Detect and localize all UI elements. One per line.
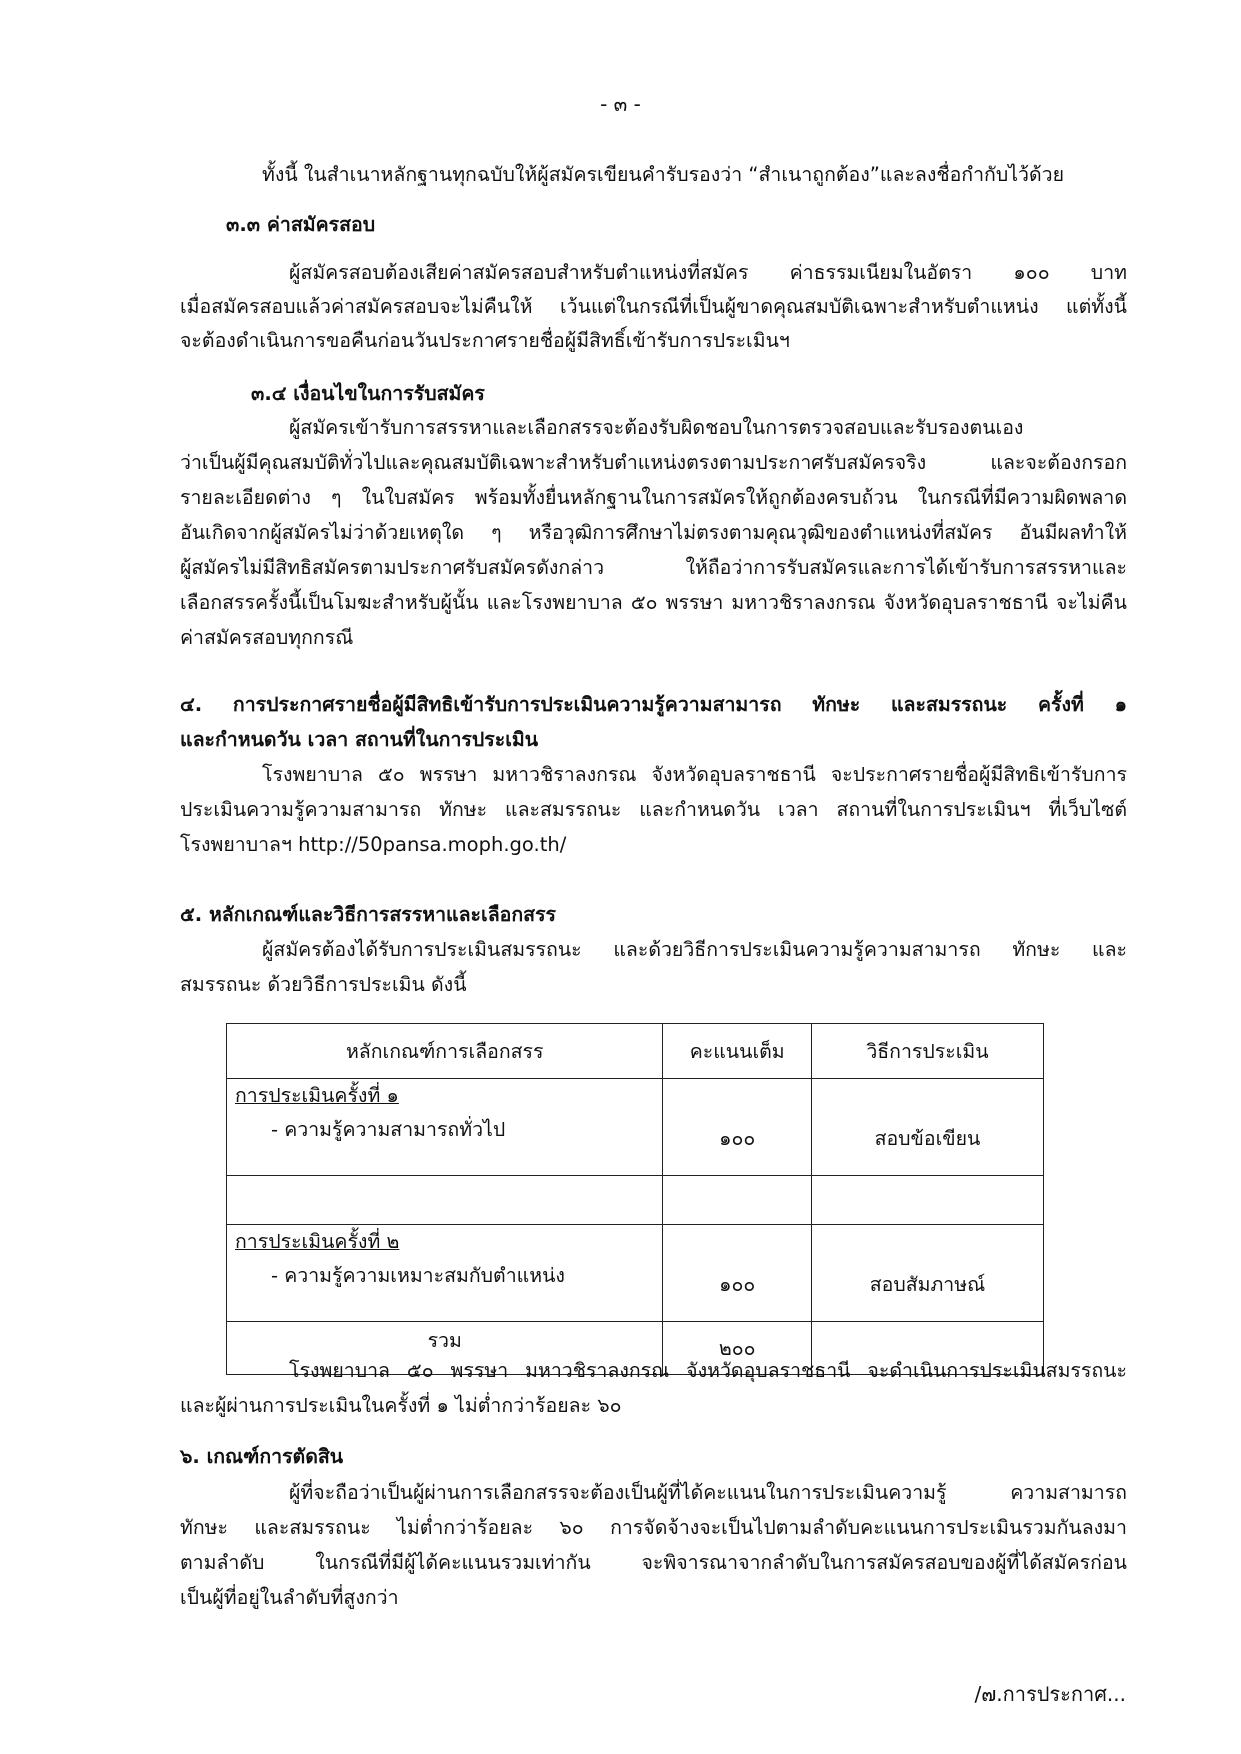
round-1-title: การประเมินครั้งที่ ๑ xyxy=(235,1084,399,1107)
section-3-4-line: รายละเอียดต่าง ๆ ในใบสมัคร พร้อมทั้งยื่นหลักฐานในการสมัครให้ถูกต้องครบถ้วน ในกรณีที่มีความผิดพลาด xyxy=(180,486,1127,509)
header-method: วิธีการประเมิน xyxy=(811,1024,1043,1079)
round-1-score: ๑๐๐ xyxy=(719,1127,756,1150)
round-1-item: - ความรู้ความสามารถทั่วไป xyxy=(271,1118,506,1141)
section-3-4-line: ว่าเป็นผู้มีคุณสมบัติทั่วไปและคุณสมบัติเฉพาะสำหรับตำแหน่งตรงตามประกาศรับสมัครจริง และจะต้องกรอก xyxy=(180,451,1127,474)
section-3-4-line: ผู้สมัครไม่มีสิทธิสมัครตามประกาศรับสมัครดังกล่าว ให้ถือว่าการรับสมัครและการได้เข้ารับการสรรหาและ xyxy=(180,556,1127,579)
section-3-3-line: จะต้องดำเนินการขอคืนก่อนวันประกาศรายชื่อผู้มีสิทธิ์เข้ารับการประเมินฯ xyxy=(180,329,790,352)
table-row xyxy=(227,1225,1044,1322)
round-2-method: สอบสัมภาษณ์ xyxy=(869,1273,986,1296)
round-2-cell xyxy=(227,1225,663,1322)
table-row-empty xyxy=(227,1176,1044,1225)
round-2-item: - ความรู้ความเหมาะสมกับตำแหน่ง xyxy=(271,1264,565,1287)
header-criteria: หลักเกณฑ์การเลือกสรร xyxy=(227,1024,663,1079)
section-3-4-line: เลือกสรรครั้งนี้เป็นโมฆะสำหรับผู้นั้น และโรงพยาบาล ๕๐ พรรษา มหาวชิราลงกรณ จังหวัดอุบลราชธานี จะไม่คืน xyxy=(180,591,1127,614)
section-6-heading: ๖. เกณฑ์การตัดสิน xyxy=(180,1445,344,1468)
section-3-4-line: ค่าสมัครสอบทุกกรณี xyxy=(180,626,354,649)
section-6-line: ผู้ที่จะถือว่าเป็นผู้ผ่านการเลือกสรรจะต้องเป็นผู้ที่ได้คะแนนในการประเมินความรู้ ความสามารถ xyxy=(289,1481,1127,1504)
section-6-line: ตามลำดับ ในกรณีที่มีผู้ได้คะแนนรวมเท่ากัน จะพิจารณาจากลำดับในการสมัครสอบของผู้ที่ได้สมัครก่อน xyxy=(180,1551,1127,1574)
total-label: รวม xyxy=(427,1329,462,1352)
section-3-3-heading: ๓.๓ ค่าสมัครสอบ xyxy=(226,213,376,236)
round-1-score-cell xyxy=(663,1079,811,1176)
round-2-score-cell xyxy=(663,1225,811,1322)
round-2-score: ๑๐๐ xyxy=(719,1273,756,1296)
header-full-score: คะแนนเต็ม xyxy=(663,1024,811,1079)
section-4-line: ประเมินความรู้ความสามารถ ทักษะ และสมรรถนะ และกำหนดวัน เวลา สถานที่ในการประเมินฯ ที่เว็บไซต์ xyxy=(180,798,1127,821)
table-row xyxy=(227,1079,1044,1176)
intro-certification-line: ทั้งนี้ ในสำเนาหลักฐานทุกฉบับให้ผู้สมัครเขียนคำรับรองว่า “สำเนาถูกต้อง”และลงชื่อกำกับไว้ด้วย xyxy=(262,163,1065,186)
section-4-heading: และกำหนดวัน เวลา สถานที่ในการประเมิน xyxy=(180,728,539,751)
empty-cell xyxy=(811,1176,1043,1225)
section-3-4-line: ผู้สมัครเข้ารับการสรรหาและเลือกสรรจะต้องรับผิดชอบในการตรวจสอบและรับรองตนเอง xyxy=(289,416,1024,439)
round-1-method: สอบข้อเขียน xyxy=(874,1127,981,1150)
section-4-website-line: โรงพยาบาลฯ http://50pansa.moph.go.th/ xyxy=(180,833,567,856)
section-3-3-line: เมื่อสมัครสอบแล้วค่าสมัครสอบจะไม่คืนให้ เว้นแต่ในกรณีที่เป็นผู้ขาดคุณสมบัติเฉพาะสำหรับตำแหน่ง แต่ทั้งนี้ xyxy=(180,295,1127,318)
table-header-row xyxy=(227,1024,1044,1079)
section-6-line: เป็นผู้ที่อยู่ในลำดับที่สูงกว่า xyxy=(180,1586,399,1609)
round-2-title: การประเมินครั้งที่ ๒ xyxy=(235,1230,400,1253)
round-2-method-cell xyxy=(811,1225,1043,1322)
selection-criteria-table xyxy=(226,1023,1044,1375)
next-page-reference: /๗.การประกาศ... xyxy=(974,1682,1126,1706)
section-3-4-heading: ๓.๔ เงื่อนไขในการรับสมัคร xyxy=(251,382,485,405)
section-3-4-line: อันเกิดจากผู้สมัครไม่ว่าด้วยเหตุใด ๆ หรือวุฒิการศึกษาไม่ตรงตามคุณวุฒิของตำแหน่งที่สมัคร อันมีผลทำให้ xyxy=(180,521,1127,544)
section-5-after-line: โรงพยาบาล ๕๐ พรรษา มหาวชิราลงกรณ จังหวัดอุบลราชธานี จะดำเนินการประเมินสมรรถนะ xyxy=(289,1359,1127,1382)
empty-cell xyxy=(663,1176,811,1225)
section-6-line: ทักษะ และสมรรถนะ ไม่ต่ำกว่าร้อยละ ๖๐ การจัดจ้างจะเป็นไปตามลำดับคะแนนการประเมินรวมกันลงมา xyxy=(180,1516,1127,1539)
section-5-line: สมรรถนะ ด้วยวิธีการประเมิน ดังนี้ xyxy=(180,973,467,996)
section-4-line: โรงพยาบาล ๕๐ พรรษา มหาวชิราลงกรณ จังหวัดอุบลราชธานี จะประกาศรายชื่อผู้มีสิทธิเข้ารับการ xyxy=(262,763,1127,786)
section-5-line: ผู้สมัครต้องได้รับการประเมินสมรรถนะ และด้วยวิธีการประเมินความรู้ความสามารถ ทักษะ และ xyxy=(262,938,1127,961)
section-3-3-line: ผู้สมัครสอบต้องเสียค่าสมัครสอบสำหรับตำแหน่งที่สมัคร ค่าธรรมเนียมในอัตรา ๑๐๐ บาท xyxy=(289,261,1127,284)
section-5-after-line: และผู้ผ่านการประเมินในครั้งที่ ๑ ไม่ต่ำกว่าร้อยละ ๖๐ xyxy=(180,1394,622,1417)
round-1-cell xyxy=(227,1079,663,1176)
page-number: - ๓ - xyxy=(600,92,641,116)
section-4-heading: ๔. การประกาศรายชื่อผู้มีสิทธิเข้ารับการประเมินความรู้ความสามารถ ทักษะ และสมรรถนะ ครั้งที่ ๑ xyxy=(180,693,1127,716)
section-5-heading: ๕. หลักเกณฑ์และวิธีการสรรหาและเลือกสรร xyxy=(180,903,557,926)
total-score: ๒๐๐ xyxy=(718,1337,756,1360)
empty-cell xyxy=(227,1176,663,1225)
round-1-method-cell xyxy=(811,1079,1043,1176)
